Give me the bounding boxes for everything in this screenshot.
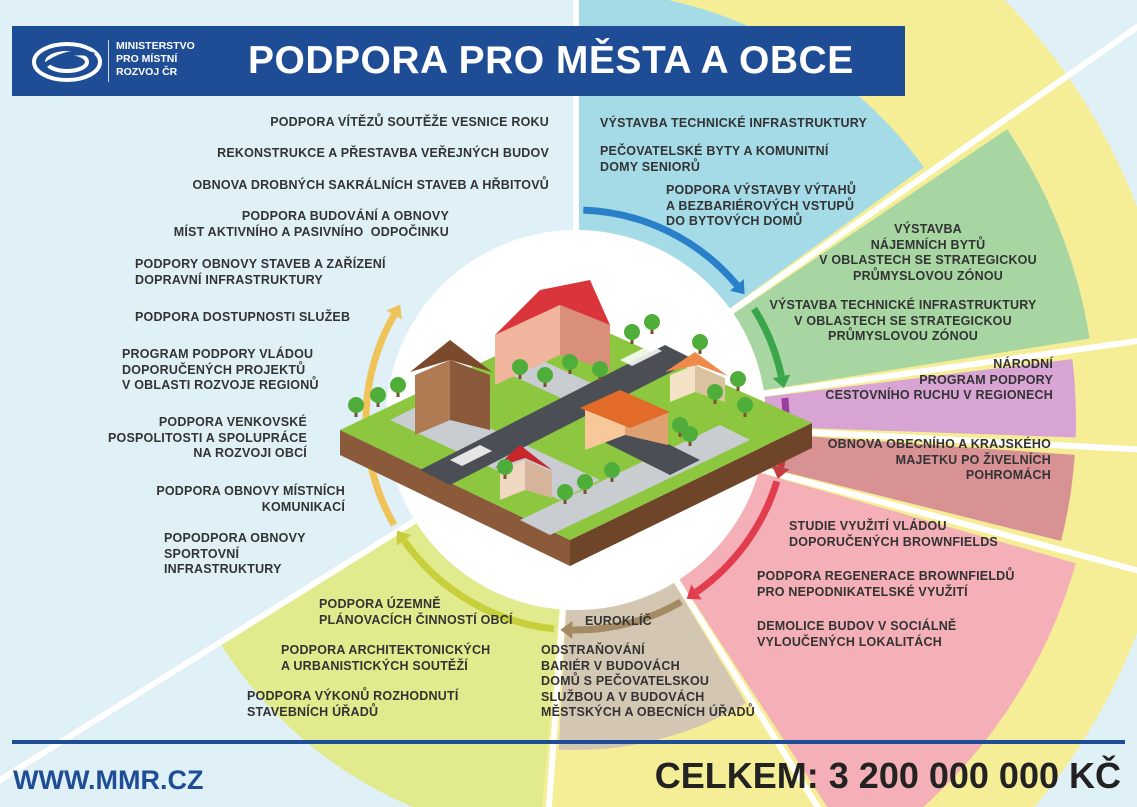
tree-icon — [592, 361, 608, 377]
program-label: PODPORA VENKOVSKÉ POSPOLITOSTI A SPOLUPRÁCE NA ROZVOJI OBCÍ — [107, 415, 307, 460]
ministry-line: MINISTERSTVO — [116, 40, 195, 52]
total-amount: CELKEM: 3 200 000 000 KČ — [654, 755, 1121, 796]
program-label: POPODPORA OBNOVY SPORTOVNÍ INFRASTRUKTURY — [164, 531, 306, 576]
program-label: EUROKLÍČ — [585, 614, 652, 628]
program-label: STUDIE VYUŽITÍ VLÁDOU DOPORUČENÝCH BROWNFIELDS — [789, 519, 998, 549]
program-label: DEMOLICE BUDOV V SOCIÁLNĚ VYLOUČENÝCH LOKALITÁCH — [757, 619, 957, 649]
program-label: VÝSTAVBA NÁJEMNÍCH BYTŮ V OBLASTECH SE STRATEGICKOU PRŮMYSLOVOU ZÓNOU — [819, 222, 1037, 283]
program-label: PODPORA VÝKONŮ ROZHODNUTÍ STAVEBNÍCH ÚŘADŮ — [247, 689, 459, 719]
tree-icon — [348, 397, 364, 413]
tree-icon — [707, 384, 723, 400]
tree-icon — [730, 371, 746, 387]
program-label: NÁRODNÍ PROGRAM PODPORY CESTOVNÍHO RUCHU V REGIONECH — [825, 357, 1053, 402]
program-label: ODSTRAŇOVÁNÍ BARIÉR V BUDOVÁCH DOMŮ S PEČOVATELSKOU SLUŽBOU A V BUDOVÁCH MĚSTSKÝCH A OBECNÍCH ÚŘADŮ — [541, 643, 756, 719]
program-label: OBNOVA DROBNÝCH SAKRÁLNÍCH STAVEB A HŘBITOVŮ — [192, 178, 549, 192]
page-title: PODPORA PRO MĚSTA A OBCE — [248, 39, 854, 82]
tree-icon — [497, 459, 513, 475]
program-label: PODPORA ARCHITEKTONICKÝCH A URBANISTICKÝCH SOUTĚŽÍ — [281, 643, 491, 673]
program-label: PODPORA VÍTĚZŮ SOUTĚŽE VESNICE ROKU — [270, 115, 549, 129]
program-label: PODPORA VÝSTAVBY VÝTAHŮ A BEZBARIÉROVÝCH VSTUPŮ DO BYTOVÝCH DOMŮ — [666, 183, 857, 228]
program-label: PROGRAM PODPORY VLÁDOU DOPORUČENÝCH PROJEKTŮ V OBLASTI ROZVOJE REGIONŮ — [122, 347, 319, 392]
ministry-line: PRO MÍSTNÍ — [116, 53, 178, 65]
tree-icon — [370, 387, 386, 403]
tree-icon — [562, 354, 578, 370]
program-label: REKONSTRUKCE A PŘESTAVBA VEŘEJNÝCH BUDOV — [217, 146, 549, 160]
program-label: VÝSTAVBA TECHNICKÉ INFRASTRUKTURY V OBLASTECH SE STRATEGICKOU PRŮMYSLOVOU ZÓNOU — [769, 298, 1037, 343]
program-label: OBNOVA OBECNÍHO A KRAJSKÉHO MAJETKU PO ŽIVELNÍCH POHROMÁCH — [827, 437, 1051, 482]
tree-icon — [512, 359, 528, 375]
program-label: PODPORA ÚZEMNĚ PLÁNOVACÍCH ČINNOSTÍ OBCÍ — [319, 597, 513, 627]
tree-icon — [644, 314, 660, 330]
program-label: PODPORA DOSTUPNOSTI SLUŽEB — [135, 310, 351, 324]
tree-icon — [604, 462, 620, 478]
ministry-line: ROZVOJ ČR — [116, 66, 178, 78]
tree-icon — [624, 324, 640, 340]
program-label: PODPORY OBNOVY STAVEB A ZAŘÍZENÍ DOPRAVNÍ INFRASTRUKTURY — [135, 257, 386, 287]
footer-divider — [12, 740, 1125, 744]
tree-icon — [692, 334, 708, 350]
tree-icon — [537, 367, 553, 383]
program-label: PODPORA OBNOVY MÍSTNÍCH KOMUNIKACÍ — [156, 484, 345, 514]
tree-icon — [672, 417, 688, 433]
ministry-name — [116, 40, 226, 79]
logo-divider — [108, 40, 109, 82]
program-label: PEČOVATELSKÉ BYTY A KOMUNITNÍ DOMY SENIORŮ — [600, 144, 829, 174]
tree-icon — [557, 484, 573, 500]
tree-icon — [737, 397, 753, 413]
ministry-logo-icon — [32, 41, 102, 83]
program-label: VÝSTAVBA TECHNICKÉ INFRASTRUKTURY — [600, 116, 868, 130]
website-link[interactable]: WWW.MMR.CZ — [13, 765, 204, 795]
header-banner — [12, 26, 905, 96]
tree-icon — [390, 377, 406, 393]
program-label: PODPORA REGENERACE BROWNFIELDŮ PRO NEPODNIKATELSKÉ VYUŽITÍ — [757, 569, 1015, 599]
tree-icon — [577, 474, 593, 490]
program-label: PODPORA BUDOVÁNÍ A OBNOVY MÍST AKTIVNÍHO A PASIVNÍHO ODPOČINKU — [173, 209, 449, 239]
